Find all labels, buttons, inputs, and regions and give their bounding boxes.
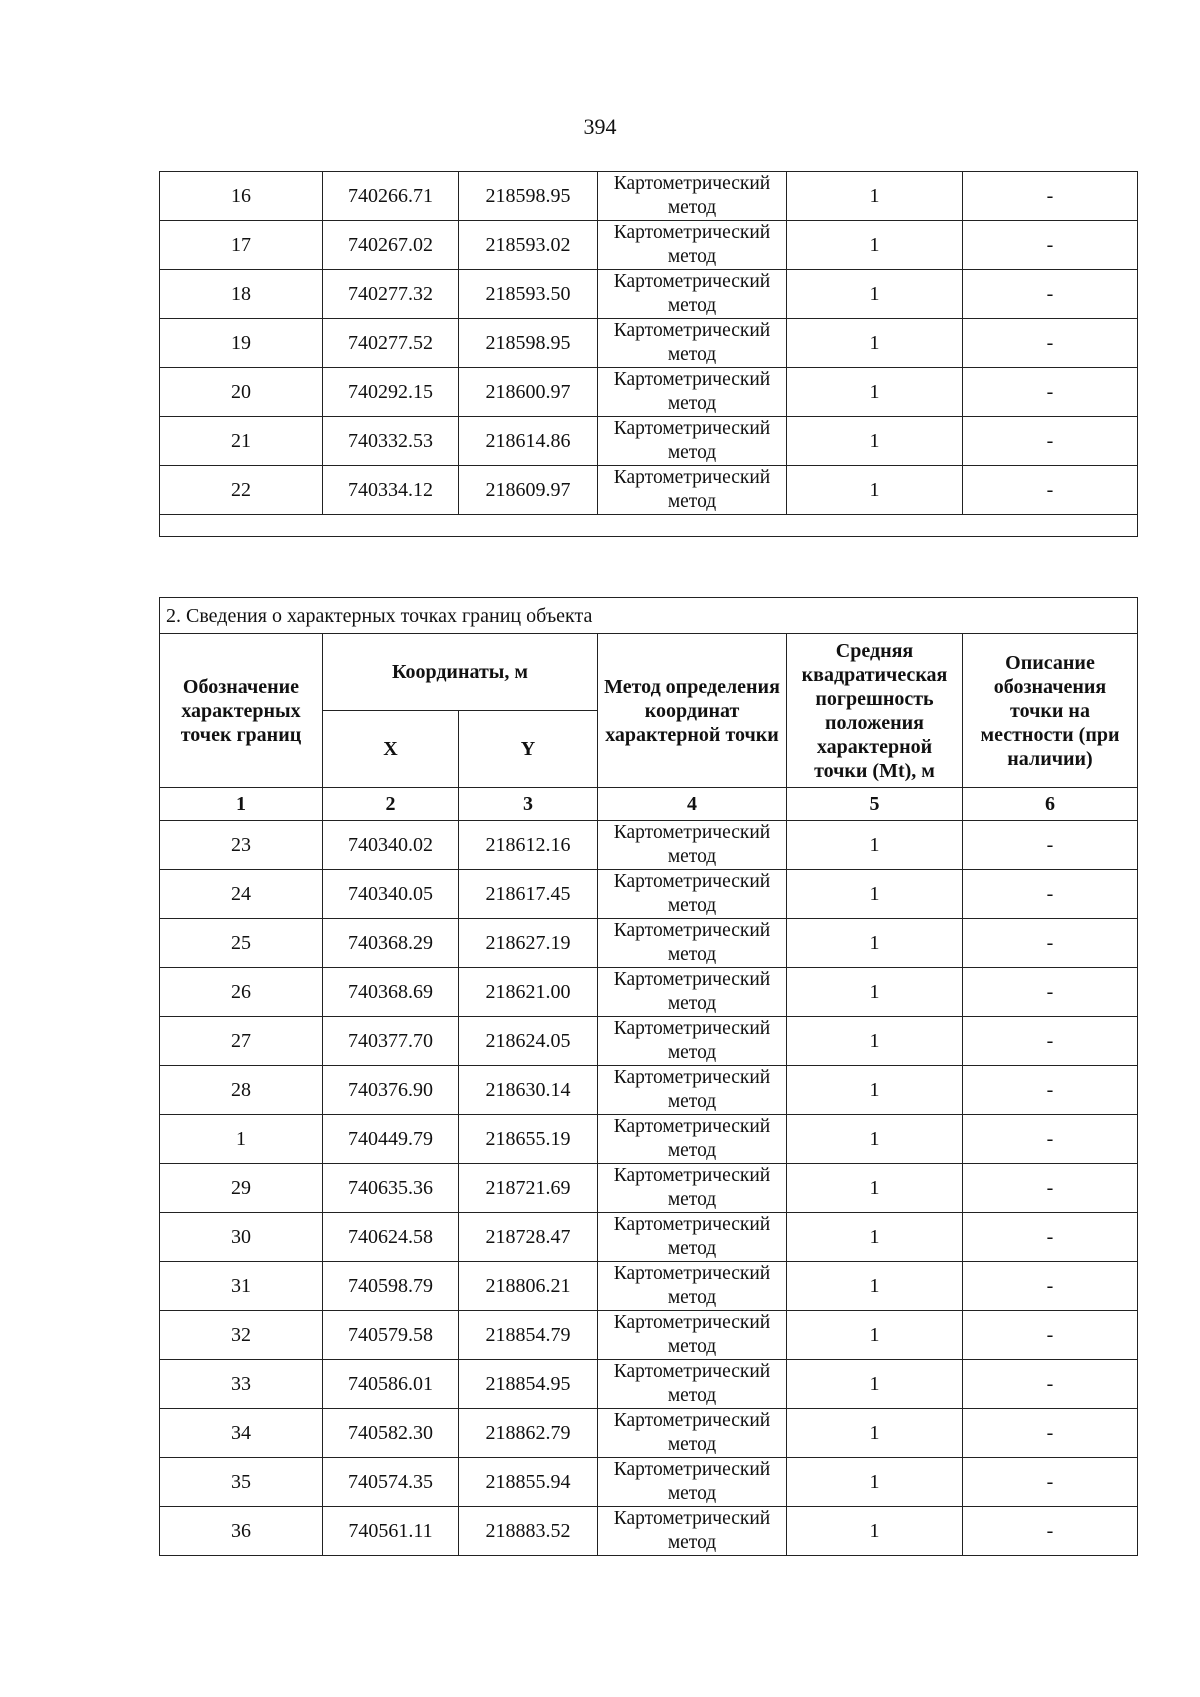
section-title-row <box>160 598 1138 634</box>
table-row <box>160 319 1138 368</box>
mt-cell: 1 <box>787 172 963 221</box>
x-cell: 740267.02 <box>323 221 459 270</box>
description-cell: - <box>963 417 1138 466</box>
description-cell: - <box>963 368 1138 417</box>
method-cell: Картометрический метод <box>598 466 787 515</box>
section-title: 2. Сведения о характерных точках границ объекта <box>160 598 1138 634</box>
column-number: 1 <box>160 788 323 821</box>
mt-cell: 1 <box>787 870 963 919</box>
method-cell: Картометрический метод <box>598 1311 787 1360</box>
description-cell: - <box>963 968 1138 1017</box>
description-cell: - <box>963 1311 1138 1360</box>
description-cell: - <box>963 1115 1138 1164</box>
x-cell: 740277.32 <box>323 270 459 319</box>
table-row <box>160 466 1138 515</box>
x-cell: 740582.30 <box>323 1409 459 1458</box>
table-row <box>160 1458 1138 1507</box>
y-cell: 218728.47 <box>459 1213 598 1262</box>
point-cell: 18 <box>160 270 323 319</box>
y-cell: 218593.50 <box>459 270 598 319</box>
point-cell: 23 <box>160 821 323 870</box>
description-cell: - <box>963 1458 1138 1507</box>
method-cell: Картометрический метод <box>598 1458 787 1507</box>
x-cell: 740377.70 <box>323 1017 459 1066</box>
mt-cell: 1 <box>787 919 963 968</box>
x-cell: 740368.69 <box>323 968 459 1017</box>
description-cell: - <box>963 1507 1138 1556</box>
y-cell: 218630.14 <box>459 1066 598 1115</box>
header-row <box>160 634 1138 711</box>
page-number: 394 <box>583 114 617 139</box>
table-row <box>160 172 1138 221</box>
description-cell: - <box>963 221 1138 270</box>
description-cell: - <box>963 466 1138 515</box>
header-point: Обозначение характерных точек границ <box>160 634 323 788</box>
table-row <box>160 368 1138 417</box>
table-row <box>160 1311 1138 1360</box>
empty-row <box>160 515 1138 537</box>
point-cell: 17 <box>160 221 323 270</box>
boundary-points-body <box>160 821 1138 1556</box>
point-cell: 33 <box>160 1360 323 1409</box>
y-cell: 218609.97 <box>459 466 598 515</box>
method-cell: Картометрический метод <box>598 417 787 466</box>
y-cell: 218862.79 <box>459 1409 598 1458</box>
x-cell: 740586.01 <box>323 1360 459 1409</box>
point-cell: 31 <box>160 1262 323 1311</box>
table-row <box>160 1115 1138 1164</box>
method-cell: Картометрический метод <box>598 319 787 368</box>
coordinates-table-continued <box>159 171 1138 537</box>
x-cell: 740266.71 <box>323 172 459 221</box>
description-cell: - <box>963 1262 1138 1311</box>
point-cell: 36 <box>160 1507 323 1556</box>
x-cell: 740340.02 <box>323 821 459 870</box>
mt-cell: 1 <box>787 1017 963 1066</box>
y-cell: 218855.94 <box>459 1458 598 1507</box>
column-number: 6 <box>963 788 1138 821</box>
mt-cell: 1 <box>787 1262 963 1311</box>
description-cell: - <box>963 1164 1138 1213</box>
method-cell: Картометрический метод <box>598 1164 787 1213</box>
point-cell: 24 <box>160 870 323 919</box>
mt-cell: 1 <box>787 1311 963 1360</box>
boundary-points-table <box>159 597 1138 1556</box>
mt-cell: 1 <box>787 1164 963 1213</box>
description-cell: - <box>963 1017 1138 1066</box>
x-cell: 740340.05 <box>323 870 459 919</box>
column-number: 5 <box>787 788 963 821</box>
method-cell: Картометрический метод <box>598 870 787 919</box>
description-cell: - <box>963 172 1138 221</box>
x-cell: 740624.58 <box>323 1213 459 1262</box>
header-y: Y <box>459 711 598 788</box>
y-cell: 218614.86 <box>459 417 598 466</box>
point-cell: 19 <box>160 319 323 368</box>
mt-cell: 1 <box>787 1213 963 1262</box>
table-row <box>160 221 1138 270</box>
y-cell: 218721.69 <box>459 1164 598 1213</box>
header-x: X <box>323 711 459 788</box>
method-cell: Картометрический метод <box>598 221 787 270</box>
mt-cell: 1 <box>787 1409 963 1458</box>
empty-cell <box>160 515 1138 537</box>
mt-cell: 1 <box>787 1360 963 1409</box>
y-cell: 218854.79 <box>459 1311 598 1360</box>
point-cell: 29 <box>160 1164 323 1213</box>
method-cell: Картометрический метод <box>598 1262 787 1311</box>
method-cell: Картометрический метод <box>598 1360 787 1409</box>
column-number: 2 <box>323 788 459 821</box>
method-cell: Картометрический метод <box>598 1115 787 1164</box>
mt-cell: 1 <box>787 1458 963 1507</box>
y-cell: 218806.21 <box>459 1262 598 1311</box>
description-cell: - <box>963 270 1138 319</box>
table-row <box>160 1164 1138 1213</box>
point-cell: 16 <box>160 172 323 221</box>
description-cell: - <box>963 1409 1138 1458</box>
description-cell: - <box>963 1066 1138 1115</box>
y-cell: 218621.00 <box>459 968 598 1017</box>
table-row <box>160 1213 1138 1262</box>
method-cell: Картометрический метод <box>598 821 787 870</box>
point-cell: 28 <box>160 1066 323 1115</box>
method-cell: Картометрический метод <box>598 1409 787 1458</box>
x-cell: 740598.79 <box>323 1262 459 1311</box>
method-cell: Картометрический метод <box>598 1066 787 1115</box>
point-cell: 26 <box>160 968 323 1017</box>
mt-cell: 1 <box>787 1507 963 1556</box>
y-cell: 218854.95 <box>459 1360 598 1409</box>
mt-cell: 1 <box>787 466 963 515</box>
description-cell: - <box>963 821 1138 870</box>
table-row <box>160 821 1138 870</box>
x-cell: 740292.15 <box>323 368 459 417</box>
header-description: Описание обозначения точки на местности (при наличии) <box>963 634 1138 788</box>
x-cell: 740449.79 <box>323 1115 459 1164</box>
point-cell: 22 <box>160 466 323 515</box>
table-row <box>160 1017 1138 1066</box>
mt-cell: 1 <box>787 417 963 466</box>
point-cell: 1 <box>160 1115 323 1164</box>
y-cell: 218624.05 <box>459 1017 598 1066</box>
point-cell: 34 <box>160 1409 323 1458</box>
method-cell: Картометрический метод <box>598 919 787 968</box>
point-cell: 35 <box>160 1458 323 1507</box>
x-cell: 740277.52 <box>323 319 459 368</box>
mt-cell: 1 <box>787 968 963 1017</box>
table-row <box>160 417 1138 466</box>
point-cell: 32 <box>160 1311 323 1360</box>
y-cell: 218600.97 <box>459 368 598 417</box>
header-mt: Средняя квадратическая погрешность положения характерной точки (Mt), м <box>787 634 963 788</box>
mt-cell: 1 <box>787 270 963 319</box>
mt-cell: 1 <box>787 1066 963 1115</box>
x-cell: 740368.29 <box>323 919 459 968</box>
method-cell: Картометрический метод <box>598 368 787 417</box>
x-cell: 740561.11 <box>323 1507 459 1556</box>
table-row <box>160 870 1138 919</box>
x-cell: 740574.35 <box>323 1458 459 1507</box>
y-cell: 218883.52 <box>459 1507 598 1556</box>
method-cell: Картометрический метод <box>598 172 787 221</box>
coordinates-table-body <box>160 172 1138 515</box>
table-row <box>160 1360 1138 1409</box>
method-cell: Картометрический метод <box>598 1213 787 1262</box>
table-row <box>160 1262 1138 1311</box>
description-cell: - <box>963 1213 1138 1262</box>
x-cell: 740332.53 <box>323 417 459 466</box>
method-cell: Картометрический метод <box>598 968 787 1017</box>
point-cell: 25 <box>160 919 323 968</box>
method-cell: Картометрический метод <box>598 1507 787 1556</box>
column-number-row <box>160 788 1138 821</box>
x-cell: 740334.12 <box>323 466 459 515</box>
method-cell: Картометрический метод <box>598 1017 787 1066</box>
column-number: 4 <box>598 788 787 821</box>
y-cell: 218655.19 <box>459 1115 598 1164</box>
description-cell: - <box>963 1360 1138 1409</box>
mt-cell: 1 <box>787 368 963 417</box>
table-row <box>160 1409 1138 1458</box>
mt-cell: 1 <box>787 1115 963 1164</box>
description-cell: - <box>963 870 1138 919</box>
mt-cell: 1 <box>787 319 963 368</box>
point-cell: 30 <box>160 1213 323 1262</box>
description-cell: - <box>963 319 1138 368</box>
x-cell: 740635.36 <box>323 1164 459 1213</box>
y-cell: 218612.16 <box>459 821 598 870</box>
y-cell: 218598.95 <box>459 319 598 368</box>
table-row <box>160 1066 1138 1115</box>
header-coordinates: Координаты, м <box>323 634 598 711</box>
table-row <box>160 919 1138 968</box>
header-method: Метод определения координат характерной точки <box>598 634 787 788</box>
y-cell: 218593.02 <box>459 221 598 270</box>
description-cell: - <box>963 919 1138 968</box>
mt-cell: 1 <box>787 821 963 870</box>
y-cell: 218617.45 <box>459 870 598 919</box>
table-row <box>160 1507 1138 1556</box>
y-cell: 218598.95 <box>459 172 598 221</box>
column-number: 3 <box>459 788 598 821</box>
x-cell: 740376.90 <box>323 1066 459 1115</box>
table-row <box>160 968 1138 1017</box>
table-row <box>160 270 1138 319</box>
y-cell: 218627.19 <box>459 919 598 968</box>
point-cell: 21 <box>160 417 323 466</box>
x-cell: 740579.58 <box>323 1311 459 1360</box>
point-cell: 27 <box>160 1017 323 1066</box>
mt-cell: 1 <box>787 221 963 270</box>
point-cell: 20 <box>160 368 323 417</box>
method-cell: Картометрический метод <box>598 270 787 319</box>
